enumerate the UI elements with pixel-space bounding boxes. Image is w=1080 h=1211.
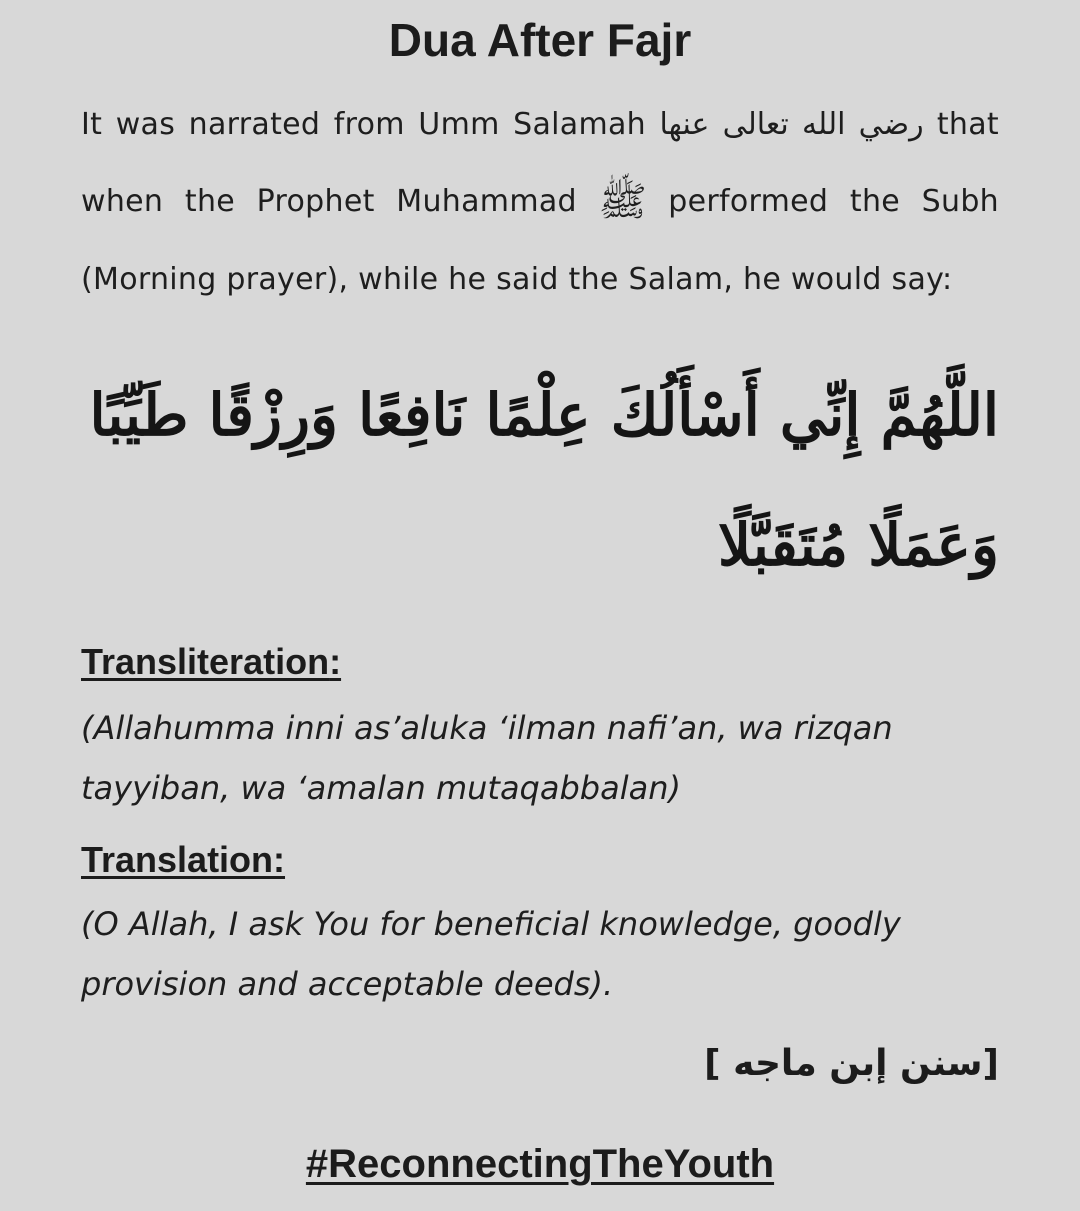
- dua-arabic-text: اللَّهُمَّ إِنِّي أَسْأَلُكَ عِلْمًا نَافِعًا وَرِزْقًا طَيِّبًا وَعَمَلًا مُتَقَبَّلًا: [89, 381, 999, 579]
- intro-text-2: that when the Prophet Muhammad: [81, 107, 999, 219]
- translation-heading: Translation:: [81, 839, 286, 880]
- hashtag: #ReconnectingTheYouth: [305, 1142, 775, 1186]
- hadith-source: [سنن إبن ماجه ]: [704, 1043, 999, 1084]
- page-title: Dua After Fajr: [388, 14, 692, 66]
- intro-arabic-honorific: رضي الله تعالى عنها: [659, 107, 924, 142]
- intro-paragraph: [81, 70, 999, 318]
- intro-text-3: performed the Subh: [646, 184, 999, 219]
- transliteration-text: (Allahumma inni as’aluka ‘ilman nafi’an, wa rizqan tayyiban, wa ‘amalan mutaqabbalan): [81, 709, 893, 807]
- translation-text: (O Allah, I ask You for beneficial knowledge, goodly provision and acceptable deeds).: [81, 905, 901, 1003]
- salawat-symbol: ﷺ: [598, 179, 647, 225]
- transliteration-heading: [81, 640, 999, 684]
- transliteration-heading-colon: :: [329, 641, 342, 682]
- transliteration-heading-label: Transliteration: [81, 641, 330, 682]
- intro-text-1: It was narrated from Umm Salamah: [81, 107, 660, 142]
- intro-text-4: (Morning prayer), while he said the Salam, he would say:: [81, 262, 953, 297]
